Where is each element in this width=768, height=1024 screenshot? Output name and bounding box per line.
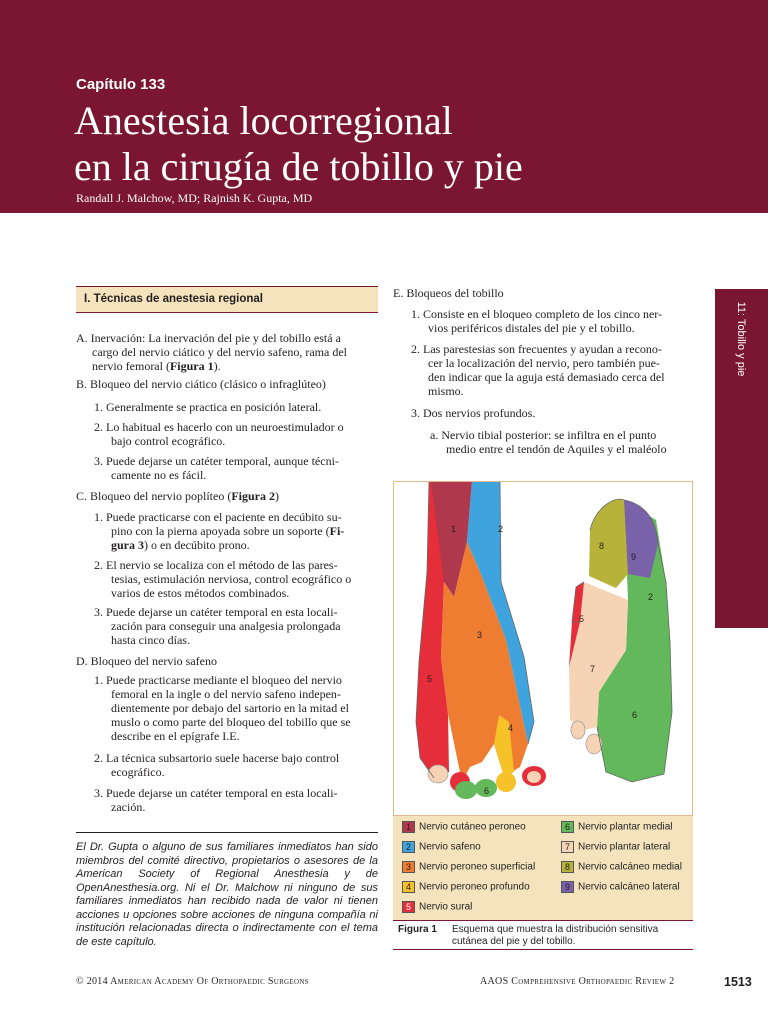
region-8-calcaneo-medial <box>589 499 628 588</box>
section-heading: I. Técnicas de anestesia regional <box>76 286 378 313</box>
item-d1-line: femoral en la ingle o del nervio safeno indepen- <box>111 687 341 701</box>
item-b3-line: 3. Puede dejarse un catéter temporal, aunque técni- <box>94 454 339 468</box>
item-b2-line: bajo control ecográfico. <box>111 434 226 448</box>
item-c2-line: varios de estos métodos combinados. <box>111 586 290 600</box>
figure-foot-illustration <box>393 481 693 816</box>
label-2-plantar: 2 <box>648 592 654 602</box>
legend-label: Nervio cutáneo peroneo <box>419 821 526 833</box>
item-c3-line: 3. Puede dejarse un catéter temporal en esta locali- <box>94 605 338 619</box>
legend-item <box>402 881 530 893</box>
legend-item <box>402 861 535 873</box>
item-e3a-line: a. Nervio tibial posterior: se infiltra en el punto <box>430 428 657 442</box>
chapter-title-line1: Anestesia locorregional <box>74 98 453 143</box>
item-b3-line: camente no es fácil. <box>111 468 207 482</box>
figure-legend <box>393 816 693 920</box>
item-d3-line: 3. Puede dejarse un catéter temporal en esta locali- <box>94 786 338 800</box>
legend-label: Nervio sural <box>419 901 473 913</box>
footer-copyright: © 2014 American Academy Of Orthopaedic Surgeons <box>76 976 309 987</box>
legend-label: Nervio plantar medial <box>578 821 673 833</box>
label-3: 3 <box>477 630 483 640</box>
label-9: 9 <box>631 552 637 562</box>
item-e: E. Bloqueos del tobillo <box>393 286 504 300</box>
text: C. Bloqueo del nervio poplíteo ( <box>76 489 232 503</box>
item-c <box>76 489 378 503</box>
chapter-header <box>0 0 768 213</box>
legend-item <box>402 841 481 853</box>
item-c1-line: 1. Puede practicarse con el paciente en decúbito su- <box>94 510 342 524</box>
disclosure-note: El Dr. Gupta o alguno de sus familiares inmediatos han sido miembros del comité directivo, propietarios o asesores de la American Society of Regional Anesthesia y de OpenAnesthesia.org. Ni el Dr. Malchow ni ninguno de sus familiares inmediatos han recibido nada de valor ni tienen acciones u opciones sobre acciones de ninguna compañía ni institución relacionadas directa o indirectamente con el tema de este capítulo. <box>76 832 378 949</box>
item-b2-line: 2. Lo habitual es hacerlo con un neuroestimulador o <box>94 420 344 434</box>
text: ) o en decúbito prono. <box>144 538 250 552</box>
legend-swatch: 6 <box>561 821 574 833</box>
figure-ref: Fi- <box>329 524 345 538</box>
legend-swatch: 1 <box>402 821 415 833</box>
caption-text-line1: Esquema que muestra la distribución sensitiva <box>452 924 659 935</box>
legend-label: Nervio calcáneo lateral <box>578 881 680 893</box>
item-d1-line: dientemente por debajo del sartorio en la mitad el <box>111 701 349 715</box>
legend-item <box>402 821 526 833</box>
legend-swatch: 3 <box>402 861 415 873</box>
item-c2-line: 2. El nervio se localiza con el método de las pares- <box>94 558 338 572</box>
item-c3-line: hasta cinco días. <box>111 633 190 647</box>
item-a-line: A. Inervación: La inervación del pie y del tobillo está a <box>76 331 341 345</box>
item-b1: 1. Generalmente se practica en posición lateral. <box>94 400 322 414</box>
legend-label: Nervio peroneo superficial <box>419 861 536 873</box>
legend-swatch: 9 <box>561 881 574 893</box>
item-c2-line: tesias, estimulación nerviosa, control ecográfico o <box>111 572 352 586</box>
legend-label: Nervio peroneo profundo <box>419 881 530 893</box>
legend-swatch: 7 <box>561 841 574 853</box>
chapter-title-line2: en la cirugía de tobillo y pie <box>74 144 523 189</box>
legend-label: Nervio safeno <box>419 841 481 853</box>
item-d2-line: 2. La técnica subsartorio suele hacerse bajo control <box>94 751 340 765</box>
item-d1-line: muslo o como parte del bloqueo del tobillo que se <box>111 715 351 729</box>
text: pino con la pierna apoyada sobre un soporte ( <box>111 524 330 538</box>
item-d1-line: 1. Puede practicarse mediante el bloqueo del nervio <box>94 673 342 687</box>
legend-item <box>561 841 670 853</box>
item-d: D. Bloqueo del nervio safeno <box>76 654 217 668</box>
label-6: 6 <box>632 710 638 720</box>
page-number: 1513 <box>724 975 752 989</box>
chapter-number: Capítulo 133 <box>76 76 166 93</box>
legend-label: Nervio plantar lateral <box>578 841 671 853</box>
legend-swatch: 4 <box>402 881 415 893</box>
label-5-plantar: 5 <box>579 614 585 624</box>
item-c3-line: zación para conseguir una analgesia prolongada <box>111 619 341 633</box>
item-e2-line: 2. Las parestesias son frecuentes y ayudan a recono- <box>411 342 662 356</box>
legend-swatch: 5 <box>402 901 415 913</box>
item-e1-line: vios periféricos distales del pie y el tobillo. <box>428 321 635 335</box>
label-1: 1 <box>451 524 457 534</box>
label-7: 7 <box>590 664 596 674</box>
item-d3-line: zación. <box>111 800 146 814</box>
text: nervio femoral ( <box>92 359 170 373</box>
text: ). <box>213 359 221 373</box>
section-side-tab <box>715 289 768 628</box>
figure-ref: Figura 2 <box>231 489 275 503</box>
legend-swatch: 2 <box>402 841 415 853</box>
label-6-toe: 6 <box>484 786 490 796</box>
legend-item <box>561 881 680 893</box>
item-c1-line <box>111 524 378 538</box>
label-8: 8 <box>599 541 605 551</box>
figure-ref: gura 3 <box>111 538 144 552</box>
item-b: B. Bloqueo del nervio ciático (clásico o infraglúteo) <box>76 377 326 391</box>
item-d1-line: describe en el epígrafe I.E. <box>111 729 240 743</box>
item-e3: 3. Dos nervios profundos. <box>411 406 536 420</box>
legend-item <box>402 901 472 913</box>
legend-label: Nervio calcáneo medial <box>578 861 682 873</box>
legend-swatch: 8 <box>561 861 574 873</box>
item-e2-line: mismo. <box>428 384 464 398</box>
caption-text-line2: cutánea del pie y del tobillo. <box>452 936 576 947</box>
item-d2-line: ecográfico. <box>111 765 165 779</box>
side-tab-label: 11: Tobillo y pie <box>735 301 747 377</box>
item-e3a-line: medio entre el tendón de Aquiles y el maléolo <box>446 442 667 456</box>
label-2: 2 <box>498 524 504 534</box>
figure-caption <box>393 920 693 950</box>
label-5: 5 <box>427 674 433 684</box>
item-c1-line <box>111 538 378 552</box>
item-e2-line: den indicar que la aguja está demasiado cerca del <box>428 370 665 384</box>
label-4: 4 <box>508 723 514 733</box>
caption-label: Figura 1 <box>398 924 437 935</box>
item-a-line: cargo del nervio ciático y del nervio safeno, rama del <box>92 345 348 359</box>
footer-book-title: AAOS Comprehensive Orthopaedic Review 2 <box>480 976 675 987</box>
figure-ref: Figura 1 <box>169 359 214 373</box>
legend-item <box>561 821 673 833</box>
authors: Randall J. Malchow, MD; Rajnish K. Gupta, MD <box>76 191 313 205</box>
foot-nerve-diagram <box>394 482 693 816</box>
item-e2-line: cer la localización del nervio, pero también pue- <box>428 356 660 370</box>
item-a-line <box>92 359 378 373</box>
legend-item <box>561 861 682 873</box>
text: ) <box>274 489 279 503</box>
item-e1-line: 1. Consiste en el bloqueo completo de los cinco ner- <box>411 307 663 321</box>
